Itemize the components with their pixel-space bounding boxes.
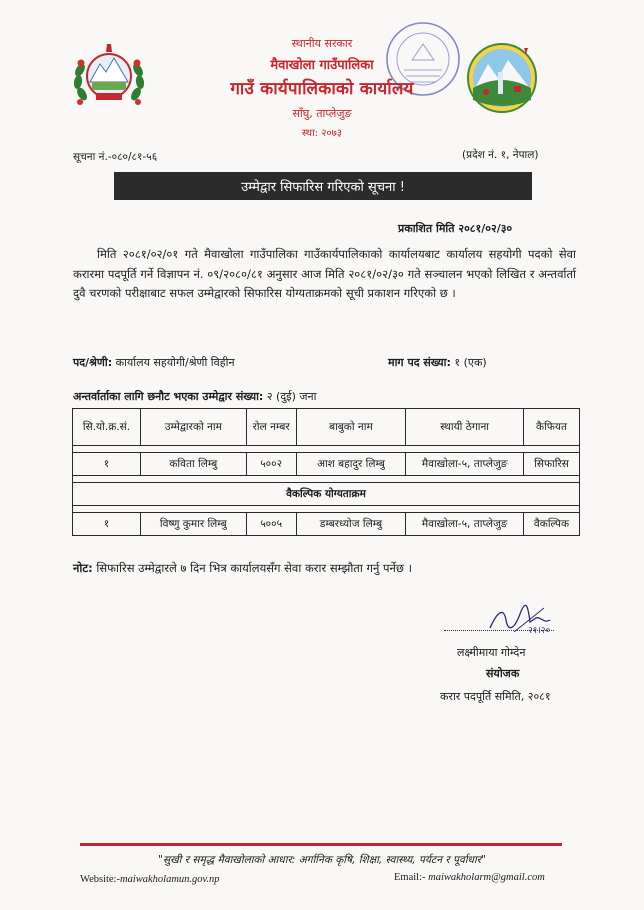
- note-text: सिफारिस उम्मेद्वारले ७ दिन भित्र कार्यालयसँग सेवा करार सम्झौता गर्नु पर्नेछ ।: [96, 561, 412, 575]
- footer-motto: "सुखी र समृद्ध मैवाखोलाको आधार: अर्गानिक कृषि, शिक्षा, स्वास्थ्य, पर्यटन र पूर्वाधार": [158, 854, 486, 866]
- demand-count: [388, 355, 487, 370]
- demand-label: माग पद संख्या:: [388, 356, 451, 369]
- email-link[interactable]: maiwakholarm@gmail.com: [428, 872, 545, 883]
- table-cell: १: [73, 453, 141, 476]
- table-cell: वैकल्पिक: [524, 513, 580, 536]
- column-header: उम्मेद्वारको नाम: [140, 409, 246, 446]
- notice-title: उम्मेद्वार सिफारिस गरिएको सूचना !: [241, 180, 405, 195]
- note-label: नोट:: [73, 561, 93, 575]
- footer-email: [394, 872, 545, 883]
- table-cell: सिफारिस: [524, 453, 580, 476]
- email-label: Email:-: [394, 872, 426, 883]
- header-municipality-name: मैवाखोला गाउँपालिका: [270, 58, 374, 73]
- table-row: [73, 453, 580, 476]
- post-category: [73, 355, 235, 370]
- province-label: (प्रदेश नं. १, नेपाल): [462, 149, 539, 161]
- table-row: [73, 513, 580, 536]
- shortlist-value: २ (दुई) जना: [266, 390, 317, 403]
- header-address: साँघु, ताप्लेजुङ: [292, 107, 352, 120]
- table-cell: विष्णु कुमार लिम्बु: [140, 513, 246, 536]
- note: [73, 561, 412, 576]
- svg-text:२१।२०: २१।२०: [528, 626, 551, 636]
- signatory-committee: करार पदपूर्ति समिति, २०८१: [440, 690, 551, 703]
- table-cell: मैवाखोला-५, ताप्लेजुङ: [406, 513, 524, 536]
- table-cell: ५००२: [246, 453, 296, 476]
- notice-paragraph: मिति २०८१/०२/०१ गते मैवाखोला गाउँपालिका गाउँकार्यपालिकाको कार्यालयबाट कार्यालय सहयोगी पदको सेवा करारमा पदपूर्ति गर्ने विज्ञापन नं. ०९/२०८०/८१ अनुसार आज मिति २०८१/०२/३० गते सञ्चालन भएको लिखित र अन्तर्वार्ता दुवै चरणको परीक्षाबाट सफल उम्मेद्वारको सिफारिस योग्यताक्रमको सूची प्रकाशन गरिएको छ ।: [73, 247, 576, 300]
- post-value: कार्यालय सहयोगी/श्रेणी विहीन: [115, 356, 235, 369]
- header-office-name: गाउँ कार्यपालिकाको कार्यालय: [230, 79, 414, 99]
- table-cell: कविता लिम्बु: [140, 453, 246, 476]
- candidate-table: [72, 408, 580, 536]
- table-spacer: [73, 446, 580, 453]
- header-established: स्था: २०७३: [301, 128, 343, 139]
- post-label: पद/श्रेणी:: [73, 356, 113, 369]
- table-cell: डम्बरध्योज लिम्बु: [296, 513, 406, 536]
- table-header-row: [73, 409, 580, 446]
- table-cell: आश बहादुर लिम्बु: [296, 453, 406, 476]
- footer-website: [80, 874, 220, 885]
- table-cell: मैवाखोला-५, ताप्लेजुङ: [406, 453, 524, 476]
- table-cell: ५००५: [246, 513, 296, 536]
- shortlist-label: अन्तर्वार्ताका लागि छनौट भएका उम्मेद्वार संख्या:: [73, 390, 264, 403]
- notice-number: सूचना नं.-०८०/८१-५६: [73, 151, 158, 163]
- signatory-name: लक्ष्मीमाया गोम्देन: [457, 646, 526, 659]
- shortlist-count: [73, 389, 316, 404]
- footer-divider: [80, 843, 562, 846]
- table-cell: १: [73, 513, 141, 536]
- website-label: Website:-: [80, 874, 120, 885]
- column-header: स्थायी ठेगाना: [406, 409, 524, 446]
- column-header: रोल नम्बर: [246, 409, 296, 446]
- table-spacer: [73, 506, 580, 513]
- column-header: कैफियत: [524, 409, 580, 446]
- website-link[interactable]: maiwakholamun.gov.np: [119, 874, 220, 885]
- demand-value: १ (एक): [454, 356, 487, 369]
- column-header: बाबुको नाम: [296, 409, 406, 446]
- table-spacer: [73, 476, 580, 483]
- table-group-row: [73, 483, 580, 506]
- published-date: प्रकाशित मिति २०८१/०२/३०: [398, 222, 513, 235]
- column-header: सि.यो.क्र.सं.: [73, 409, 141, 446]
- notice-title-banner: [114, 172, 532, 200]
- signature-line: [444, 630, 554, 631]
- alternate-heading: वैकल्पिक योग्यताक्रम: [73, 483, 580, 506]
- header-local-government: स्थानीय सरकार: [291, 37, 353, 50]
- signatory-role: संयोजक: [486, 667, 520, 680]
